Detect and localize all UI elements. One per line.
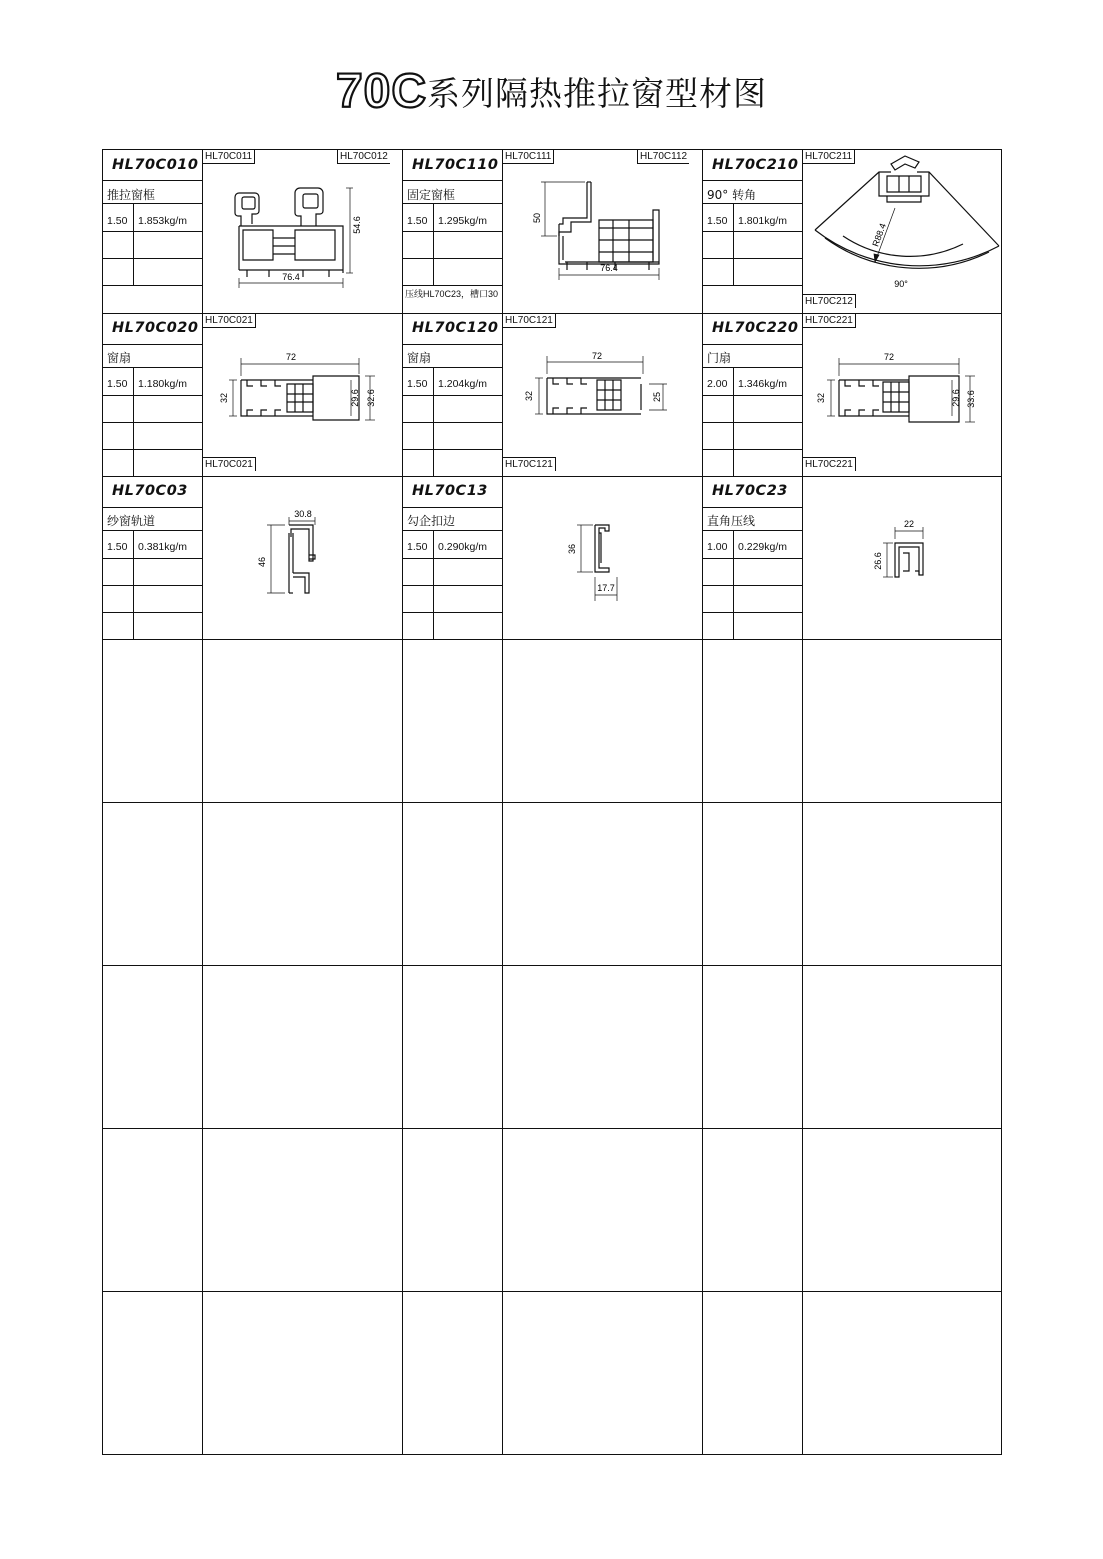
- profile-drawing-hl70c020: [203, 314, 402, 476]
- dimension-label: 30.8: [294, 509, 312, 519]
- wall-thickness: 1.50: [107, 215, 128, 227]
- unit-weight: 1.180kg/m: [138, 378, 188, 390]
- dimension-label: 76.4: [600, 263, 618, 273]
- wall-thickness: 1.50: [107, 541, 128, 553]
- wall-thickness: 1.50: [107, 378, 128, 390]
- part-tag: HL70C221: [803, 314, 856, 328]
- unit-weight: 1.204kg/m: [438, 378, 488, 390]
- dimension-label: 72: [883, 352, 895, 362]
- wall-thickness: 2.00: [707, 378, 728, 390]
- product-name: 纱窗轨道: [107, 514, 156, 528]
- dimension-label: 36: [567, 543, 577, 555]
- profile-drawing-hl70c120: [503, 314, 702, 476]
- dimension-label: R88.4: [870, 221, 888, 248]
- product-code: HL70C020: [112, 320, 199, 336]
- dimension-label: 54.6: [352, 216, 362, 234]
- part-tag: HL70C012: [337, 150, 390, 164]
- dimension-label: 90°: [894, 279, 908, 289]
- dimension-label: 32: [816, 392, 826, 404]
- profile-drawing-hl70c110: [503, 150, 702, 313]
- dimension-label: 50: [532, 212, 542, 224]
- part-tag: HL70C121: [503, 314, 556, 328]
- dimension-label: 22: [903, 519, 915, 529]
- product-code: HL70C010: [112, 157, 199, 173]
- dimension-label: 32.6: [366, 389, 376, 407]
- part-tag: HL70C021: [203, 457, 256, 471]
- dimension-label: 46: [257, 556, 267, 568]
- product-name: 推拉窗框: [107, 188, 156, 202]
- title-text: 系列隔热推拉窗型材图: [427, 74, 768, 113]
- product-name: 90° 转角: [707, 188, 757, 202]
- wall-thickness: 1.50: [707, 215, 728, 227]
- part-tag: HL70C021: [203, 314, 256, 328]
- dimension-label: 29.6: [951, 389, 961, 407]
- part-tag: HL70C011: [203, 150, 255, 164]
- part-tag: HL70C212: [803, 294, 856, 308]
- wall-thickness: 1.50: [407, 215, 428, 227]
- profile-drawing-hl70c13: [503, 477, 702, 639]
- dimension-label: 72: [285, 352, 297, 362]
- product-name: 门扇: [707, 351, 732, 365]
- dimension-label: 29.6: [350, 389, 360, 407]
- profile-drawing-hl70c03: [203, 477, 402, 639]
- product-name: 窗扇: [407, 351, 432, 365]
- unit-weight: 1.853kg/m: [138, 215, 188, 227]
- product-code: HL70C220: [712, 320, 799, 336]
- dimension-label: 32: [219, 392, 229, 404]
- unit-weight: 1.346kg/m: [738, 378, 788, 390]
- part-tag: HL70C112: [637, 150, 689, 164]
- unit-weight: 0.290kg/m: [438, 541, 488, 553]
- wall-thickness: 1.00: [707, 541, 728, 553]
- part-tag: HL70C121: [503, 457, 556, 471]
- unit-weight: 1.801kg/m: [738, 215, 788, 227]
- product-name: 窗扇: [107, 351, 132, 365]
- product-code: HL70C110: [412, 157, 499, 173]
- product-name: 固定窗框: [407, 188, 456, 202]
- part-tag: HL70C221: [803, 457, 856, 471]
- product-note: 压线HL70C23，槽口30: [405, 289, 499, 299]
- wall-thickness: 1.50: [407, 378, 428, 390]
- product-code: HL70C120: [412, 320, 499, 336]
- dimension-label: 26.6: [873, 552, 883, 570]
- wall-thickness: 1.50: [407, 541, 428, 553]
- product-code: HL70C03: [112, 483, 188, 499]
- dimension-label: 76.4: [282, 272, 300, 282]
- profile-drawing-hl70c23: [803, 477, 1001, 639]
- product-code: HL70C13: [412, 483, 488, 499]
- product-code: HL70C210: [712, 157, 799, 173]
- unit-weight: 0.229kg/m: [738, 541, 788, 553]
- part-tag: HL70C211: [803, 150, 855, 164]
- unit-weight: 1.295kg/m: [438, 215, 488, 227]
- dimension-label: 72: [591, 351, 603, 361]
- product-code: HL70C23: [712, 483, 788, 499]
- profile-drawing-hl70c010: [203, 150, 402, 313]
- dimension-label: 33.6: [966, 390, 976, 408]
- dimension-label: 17.7: [597, 583, 615, 593]
- profile-drawing-hl70c210: [803, 150, 1001, 313]
- part-tag: HL70C111: [503, 150, 554, 164]
- product-name: 直角压线: [707, 514, 756, 528]
- unit-weight: 0.381kg/m: [138, 541, 188, 553]
- dimension-label: 32: [524, 390, 534, 402]
- title-series-number: 70C: [335, 65, 428, 118]
- dimension-label: 25: [652, 391, 662, 403]
- product-name: 勾企扣边: [407, 514, 456, 528]
- profile-drawing-hl70c220: [803, 314, 1001, 476]
